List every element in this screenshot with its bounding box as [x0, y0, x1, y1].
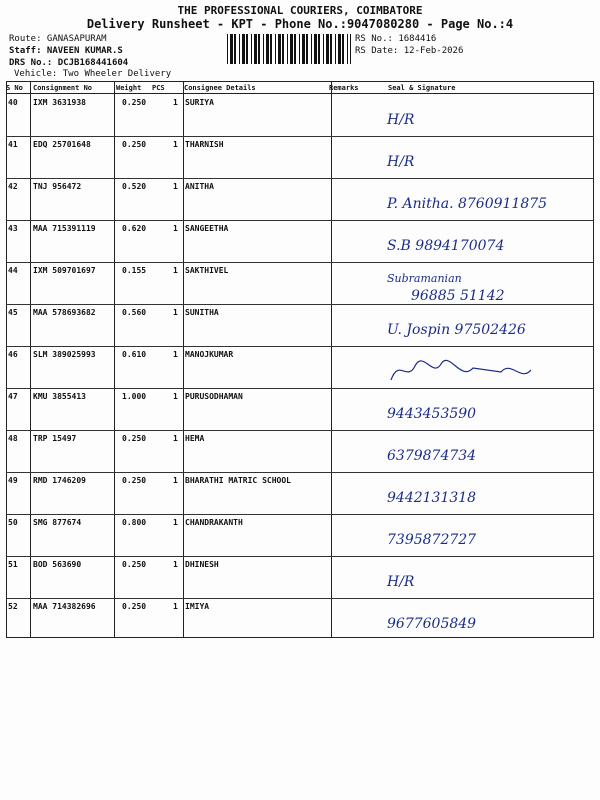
row-weight: 0.250	[122, 434, 147, 443]
row-consignee: PURUSODHAMAN	[185, 392, 243, 401]
signature-phone-text: 96885 51142	[411, 288, 505, 304]
row-sno: 50	[8, 518, 18, 527]
row-consignee: SANGEETHA	[185, 224, 229, 233]
row-weight: 0.800	[122, 518, 147, 527]
staff-label: Staff: NAVEEN KUMAR.S	[9, 46, 123, 56]
row-weight: 0.560	[122, 308, 147, 317]
signature-scribble	[391, 360, 531, 380]
row-sno: 48	[8, 434, 18, 443]
row-consignee: SURIYA	[185, 98, 214, 107]
table-row	[6, 346, 594, 389]
row-consignee: ANITHA	[185, 182, 214, 191]
row-weight: 0.250	[122, 476, 147, 485]
signature-text: S.B 9894170074	[387, 238, 505, 254]
signature-text: 7395872727	[387, 532, 477, 548]
table-row	[6, 388, 594, 431]
row-pcs: 1	[173, 518, 178, 527]
row-consignee: SAKTHIVEL	[185, 266, 229, 275]
signature-text: 9443453590	[387, 406, 477, 422]
row-sno: 42	[8, 182, 18, 191]
row-consignment-no: IXM 509701697	[33, 266, 96, 275]
barcode-icon	[227, 34, 351, 64]
row-pcs: 1	[173, 140, 178, 149]
table-row	[6, 262, 594, 305]
delivery-table	[6, 81, 594, 638]
row-consignee: BHARATHI MATRIC SCHOOL	[185, 476, 291, 485]
row-pcs: 1	[173, 98, 178, 107]
rs-date: RS Date: 12-Feb-2026	[355, 46, 464, 56]
row-sno: 45	[8, 308, 18, 317]
table-row	[6, 178, 594, 221]
row-pcs: 1	[173, 392, 178, 401]
row-weight: 1.000	[122, 392, 147, 401]
handwritten-signature	[381, 394, 593, 430]
handwritten-signature	[381, 604, 593, 640]
header-consignment: Consignment No	[33, 84, 93, 92]
table-row	[6, 598, 594, 640]
row-consignee: CHANDRAKANTH	[185, 518, 243, 527]
handwritten-signature	[381, 436, 593, 472]
row-sno: 49	[8, 476, 18, 485]
handwritten-signature	[381, 142, 593, 178]
header-remarks: Remarks	[329, 84, 359, 92]
handwritten-signature	[381, 562, 593, 598]
row-consignment-no: SLM 389025993	[33, 350, 96, 359]
row-sno: 44	[8, 266, 18, 275]
row-sno: 51	[8, 560, 18, 569]
row-weight: 0.610	[122, 350, 147, 359]
row-consignee: IMIYA	[185, 602, 210, 611]
signature-text: H/R	[387, 574, 415, 590]
handwritten-signature	[381, 226, 593, 262]
row-pcs: 1	[173, 266, 178, 275]
row-consignee: THARNISH	[185, 140, 224, 149]
signature-text: Subramanian	[387, 272, 462, 285]
row-consignment-no: IXM 3631938	[33, 98, 86, 107]
company-title: THE PROFESSIONAL COURIERS, COIMBATORE	[177, 4, 423, 17]
row-weight: 0.520	[122, 182, 147, 191]
row-sno: 46	[8, 350, 18, 359]
row-pcs: 1	[173, 182, 178, 191]
row-consignment-no: KMU 3855413	[33, 392, 86, 401]
signature-text: 6379874734	[387, 448, 477, 464]
row-consignment-no: SMG 877674	[33, 518, 82, 527]
signature-text: U. Jospin 97502426	[387, 322, 526, 338]
row-consignee: DHINESH	[185, 560, 219, 569]
header-weight: Weight	[116, 84, 142, 92]
handwritten-signature	[381, 310, 593, 346]
row-pcs: 1	[173, 434, 178, 443]
row-pcs: 1	[173, 476, 178, 485]
row-sno: 43	[8, 224, 18, 233]
route-label: Route: GANASAPURAM	[9, 34, 107, 44]
row-consignment-no: MAA 714382696	[33, 602, 96, 611]
header-consignee: Consignee Details	[184, 84, 256, 92]
handwritten-signature	[381, 478, 593, 514]
row-consignee: SUNITHA	[185, 308, 219, 317]
table-row	[6, 94, 594, 137]
row-sno: 47	[8, 392, 18, 401]
handwritten-signature	[381, 268, 593, 304]
header-sno: S No	[6, 84, 23, 92]
runsheet-title: Delivery Runsheet - KPT - Phone No.:9047080280 - Page No.:4	[86, 17, 514, 31]
row-consignment-no: MAA 578693682	[33, 308, 96, 317]
signature-text: H/R	[387, 112, 415, 128]
table-row	[6, 514, 594, 557]
row-consignment-no: TNJ 956472	[33, 182, 82, 191]
table-row	[6, 430, 594, 473]
row-pcs: 1	[173, 308, 178, 317]
signature-text: 9677605849	[387, 616, 477, 632]
row-consignee: MANOJKUMAR	[185, 350, 234, 359]
row-consignment-no: EDQ 25701648	[33, 140, 91, 149]
row-consignee: HEMA	[185, 434, 205, 443]
row-pcs: 1	[173, 350, 178, 359]
signature-text: P. Anitha. 8760911875	[387, 196, 548, 212]
row-consignment-no: TRP 15497	[33, 434, 77, 443]
row-sno: 52	[8, 602, 18, 611]
row-weight: 0.620	[122, 224, 147, 233]
row-weight: 0.155	[122, 266, 147, 275]
drs-label: DRS No.: DCJB168441604	[9, 58, 129, 68]
row-weight: 0.250	[122, 560, 147, 569]
handwritten-signature	[381, 100, 593, 136]
header-seal-signature: Seal & Signature	[388, 84, 456, 92]
row-consignment-no: MAA 715391119	[33, 224, 96, 233]
handwritten-signature	[381, 520, 593, 556]
table-row	[6, 220, 594, 263]
row-pcs: 1	[173, 560, 178, 569]
table-row	[6, 136, 594, 179]
rs-number: RS No.: 1684416	[355, 34, 437, 44]
row-weight: 0.250	[122, 98, 147, 107]
signature-text: H/R	[387, 154, 415, 170]
handwritten-signature	[381, 184, 593, 220]
row-pcs: 1	[173, 224, 178, 233]
handwritten-signature	[381, 352, 593, 388]
row-sno: 40	[8, 98, 18, 107]
table-row	[6, 556, 594, 599]
signature-text: 9442131318	[387, 490, 477, 506]
header-pcs: PCS	[152, 84, 165, 92]
row-pcs: 1	[173, 602, 178, 611]
row-weight: 0.250	[122, 602, 147, 611]
row-weight: 0.250	[122, 140, 147, 149]
table-row	[6, 304, 594, 347]
vehicle-label: Vehicle: Two Wheeler Delivery	[14, 69, 172, 79]
row-consignment-no: BOD 563690	[33, 560, 82, 569]
row-sno: 41	[8, 140, 18, 149]
row-consignment-no: RMD 1746209	[33, 476, 86, 485]
table-row	[6, 472, 594, 515]
